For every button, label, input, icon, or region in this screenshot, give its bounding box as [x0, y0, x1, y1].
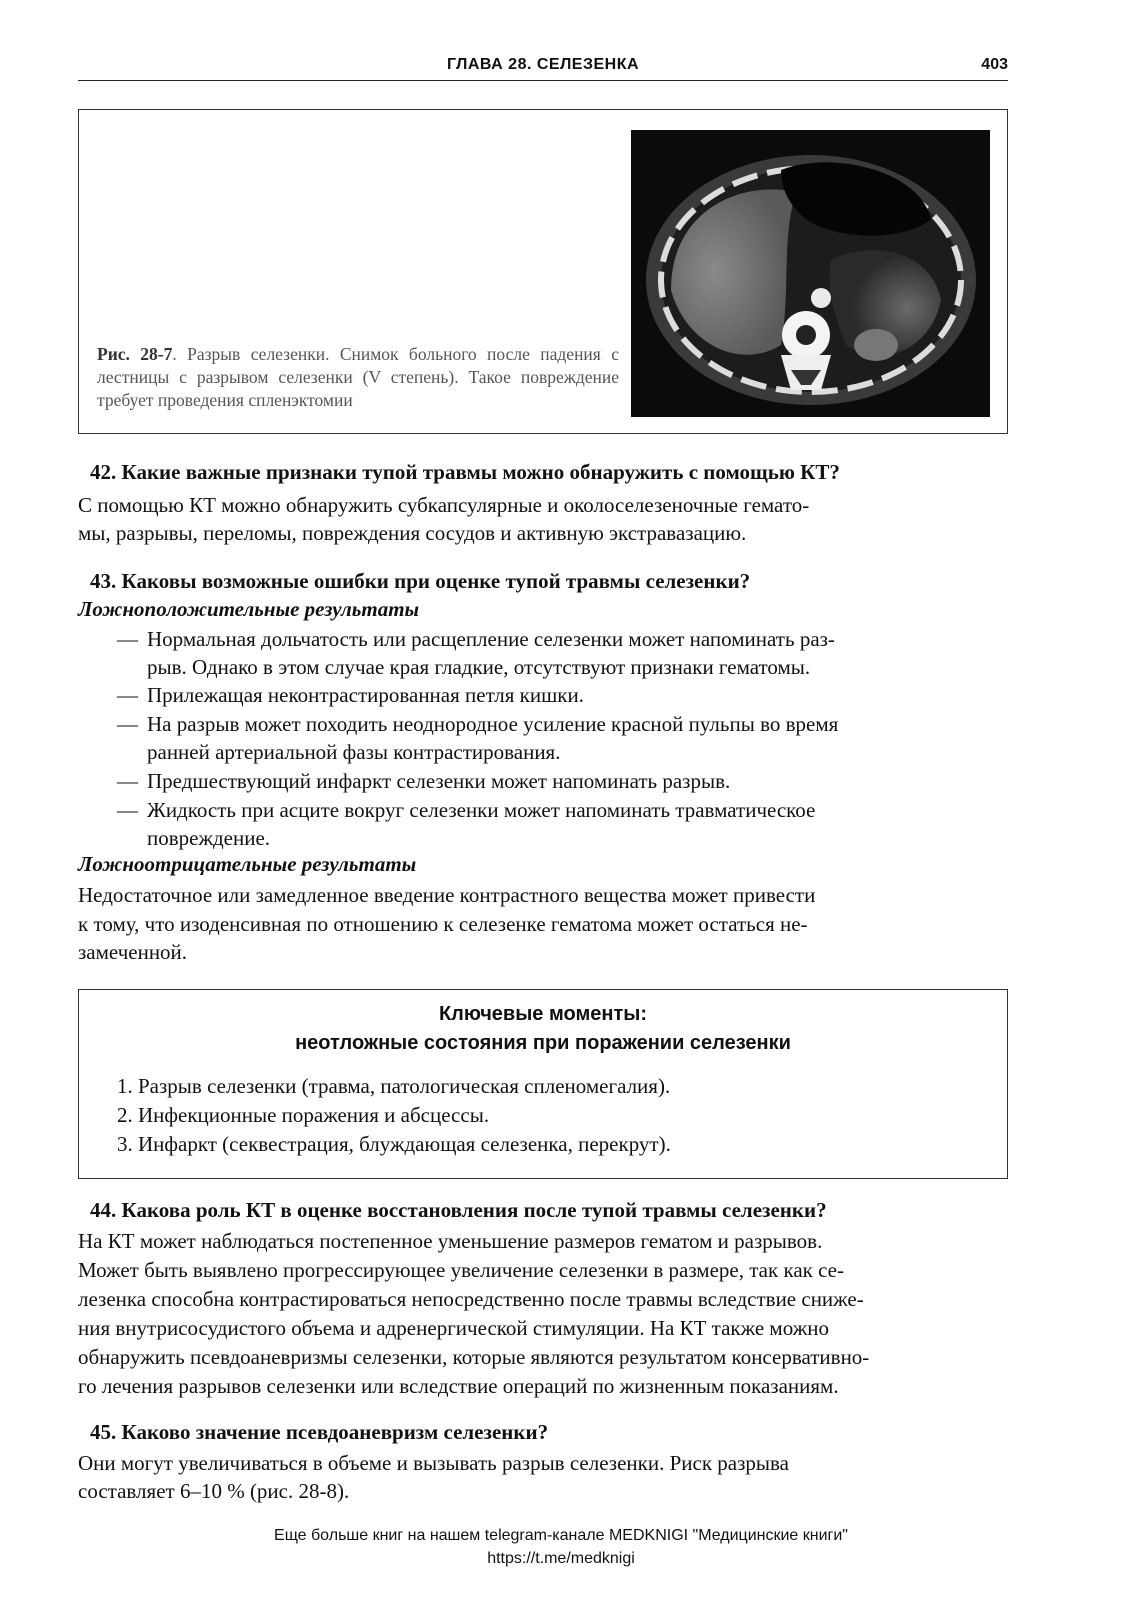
key-points-title: Ключевые моменты:: [438, 1003, 648, 1025]
list-item: — Жидкость при асците вокруг селезенки может напоминать травматическое: [117, 798, 816, 822]
list-item: — Предшествующий инфаркт селезенки может напоминать разрыв.: [117, 769, 731, 793]
running-header: [78, 56, 1008, 81]
caption-label: Рис. 28-7: [97, 344, 173, 364]
question-44-answer-line: Может быть выявлено прогрессирующее увеличение селезенки в размере, так как се-: [78, 1258, 844, 1282]
question-43-title: 43. Каковы возможные ошибки при оценке тупой травмы селезенки?: [90, 569, 751, 593]
question-45-answer-line: Они могут увеличиваться в объеме и вызывать разрыв селезенки. Риск разрыва: [78, 1451, 789, 1475]
question-42-title: 42. Какие важные признаки тупой травмы можно обнаружить с помощью КТ?: [90, 460, 840, 484]
false-negative-line: Недостаточное или замедленное введение контрастного вещества может привести: [78, 883, 816, 907]
false-negative-line: замеченной.: [78, 940, 188, 964]
key-point-item: 3. Инфаркт (секвестрация, блуждающая селезенка, перекрут).: [117, 1132, 671, 1156]
question-45-title: 45. Каково значение псевдоаневризм селезенки?: [90, 1420, 549, 1444]
question-44-title: 44. Какова роль КТ в оценке восстановления после тупой травмы селезенки?: [90, 1198, 827, 1222]
list-item-continuation: ранней артериальной фазы контрастирования.: [147, 740, 561, 764]
caption-text: . Разрыв селезенки. Снимок больного после падения с лестницы с разрывом селезенки (V степень). Такое повреждение требует проведения спленэктомии: [97, 344, 619, 410]
list-item-continuation: рыв. Однако в этом случае края гладкие, отсутствуют признаки гематомы.: [147, 655, 811, 679]
key-point-item: 2. Инфекционные поражения и абсцессы.: [117, 1103, 490, 1127]
list-item: — Нормальная дольчатость или расщепление селезенки может напоминать раз-: [117, 627, 835, 651]
list-item-continuation: повреждение.: [147, 826, 271, 850]
page-number: 403: [981, 56, 1008, 73]
key-points-box: [78, 989, 1008, 1179]
question-44-answer-line: го лечения разрывов селезенки или вследствие операций по жизненным показаниям.: [78, 1374, 839, 1398]
chapter-title: ГЛАВА 28. СЕЛЕЗЕНКА: [446, 56, 640, 73]
key-points-subtitle: неотложные состояния при поражении селезенки: [295, 1032, 791, 1054]
false-negative-line: к тому, что изоденсивная по отношению к селезенке гематома может остаться не-: [78, 912, 808, 936]
question-42-answer-line: С помощью КТ можно обнаружить субкапсулярные и околоселезеночные гемато-: [78, 493, 810, 517]
question-44-answer-line: На КТ может наблюдаться постепенное уменьшение размеров гематом и разрывов.: [78, 1229, 823, 1253]
key-point-item: 1. Разрыв селезенки (травма, патологическая спленомегалия).: [117, 1074, 671, 1098]
question-44-answer-line: обнаружить псевдоаневризмы селезенки, которые являются результатом консервативно-: [78, 1345, 870, 1369]
question-42-answer-line: мы, разрывы, переломы, повреждения сосудов и активную экстравазацию.: [78, 521, 747, 545]
list-item: — Прилежащая неконтрастированная петля кишки.: [117, 683, 584, 707]
footer-link[interactable]: https://t.me/medknigi: [487, 1550, 635, 1567]
figure-caption: [97, 343, 619, 412]
ct-scan-image: [631, 130, 990, 417]
false-negative-heading: Ложноотрицательные результаты: [78, 852, 417, 876]
false-positive-heading: Ложноположительные результаты: [78, 597, 420, 621]
ct-scan-illustration: [631, 130, 990, 417]
figure-28-7: [78, 109, 1008, 434]
list-item: — На разрыв может походить неоднородное усиление красной пульпы во время: [117, 712, 839, 736]
question-44-answer-line: лезенка способна контрастироваться непосредственно после травмы вследствие сниже-: [78, 1287, 864, 1311]
question-44-answer-line: ния внутрисосудистого объема и адренергической стимуляции. На КТ также можно: [78, 1316, 829, 1340]
question-45-answer-line: составляет 6–10 % (рис. 28-8).: [78, 1479, 350, 1503]
footer-promo: Еще больше книг на нашем telegram-канале MEDKNIGI "Медицинские книги": [274, 1527, 848, 1544]
